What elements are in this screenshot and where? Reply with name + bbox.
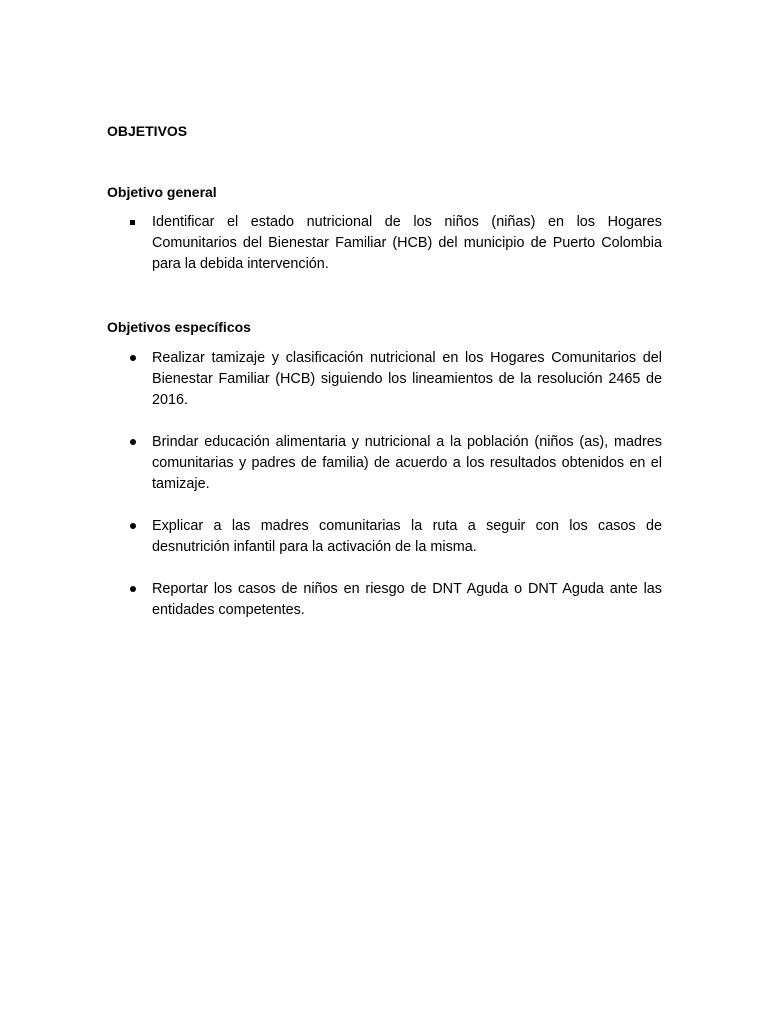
round-bullet-icon: [130, 355, 136, 361]
list-item-text: Realizar tamizaje y clasificación nutricional en los Hogares Comunitarios del Bienestar Familiar (HCB) siguiendo los lineamientos de la resolución 2465 de 2016.: [152, 350, 662, 408]
list-item: [107, 516, 662, 558]
list-item: [107, 432, 662, 495]
objetivo-general-list: [107, 212, 662, 275]
document-title: OBJETIVOS: [107, 123, 188, 139]
objetivos-especificos-list: [107, 348, 662, 621]
list-item-text: Brindar educación alimentaria y nutricional a la población (niños (as), madres comunitarias y padres de familia) de acuerdo a los resultados obtenidos en el tamizaje.: [152, 434, 662, 492]
round-bullet-icon: [130, 586, 136, 592]
list-item: [107, 348, 662, 411]
round-bullet-icon: [130, 523, 136, 529]
list-item: [107, 212, 662, 275]
objetivos-especificos-heading: Objetivos específicos: [107, 319, 251, 335]
round-bullet-icon: [130, 439, 136, 445]
square-bullet-icon: [130, 220, 135, 225]
list-item-text: Reportar los casos de niños en riesgo de DNT Aguda o DNT Aguda ante las entidades competentes.: [152, 581, 662, 618]
list-item-text: Explicar a las madres comunitarias la ruta a seguir con los casos de desnutrición infantil para la activación de la misma.: [152, 518, 662, 555]
list-item-text: Identificar el estado nutricional de los niños (niñas) en los Hogares Comunitarios del Bienestar Familiar (HCB) del municipio de Puerto Colombia para la debida intervención.: [152, 214, 662, 272]
list-item: [107, 579, 662, 621]
objetivo-general-heading: Objetivo general: [107, 184, 217, 200]
